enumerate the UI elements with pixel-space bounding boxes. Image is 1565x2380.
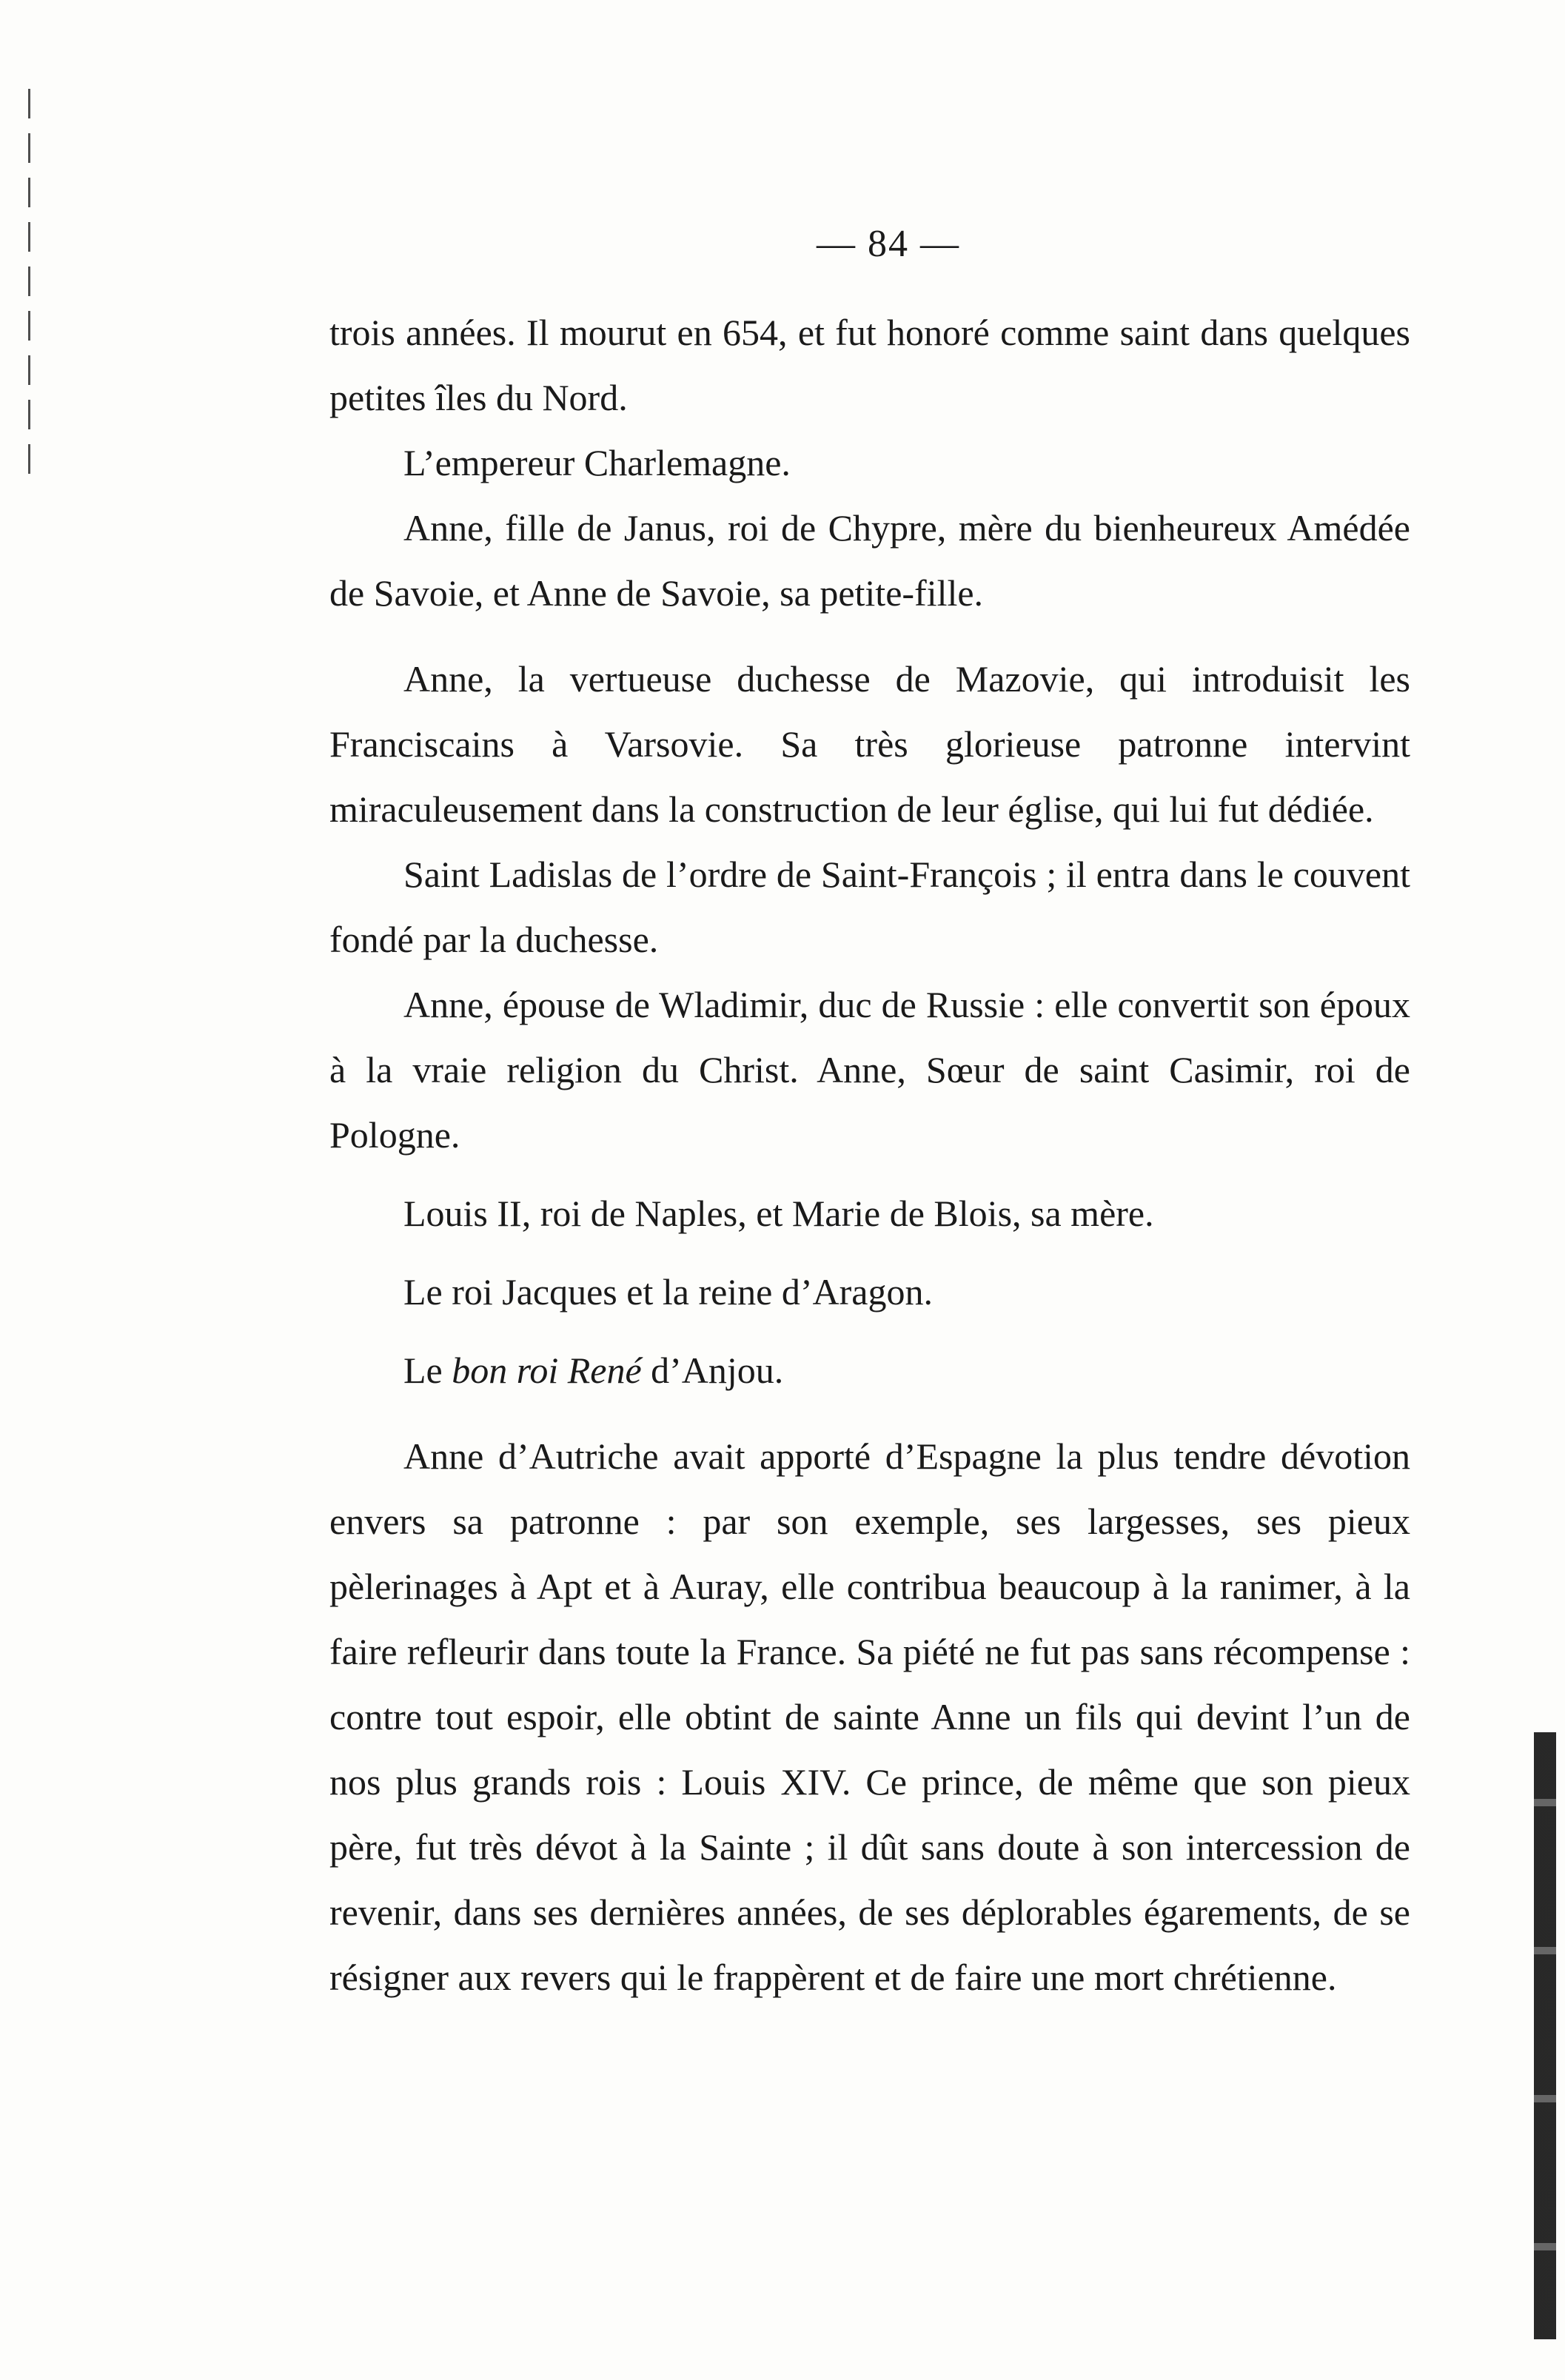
paragraph-anne-mazovie: Anne, la vertueuse duchesse de Mazovie, qui introduisit les Franciscains à Varsovie. Sa très glorieuse patronne intervint miraculeusement dans la construction de leur église, qui lui fut dédiée. <box>329 658 1410 830</box>
paragraph-jacques: Le roi Jacques et la reine d’Aragon. <box>403 1271 933 1313</box>
rene-prefix: Le <box>403 1350 452 1391</box>
paragraph-continuation: trois années. Il mourut en 654, et fut honoré comme saint dans quelques petites îles du Nord. <box>329 312 1410 418</box>
paragraph-rene <box>329 1338 1410 1403</box>
paragraph-ladislas: Saint Ladislas de l’ordre de Saint-François ; il entra dans le couvent fondé par la duchesse. <box>329 854 1410 960</box>
rene-suffix: d’Anjou. <box>641 1350 784 1391</box>
paragraph-charlemagne: L’empereur Charlemagne. <box>403 442 791 483</box>
paragraph-louis-ii: Louis II, roi de Naples, et Marie de Blois, sa mère. <box>403 1193 1154 1234</box>
page-text <box>329 300 1410 2010</box>
page-number: — 84 — <box>817 223 960 265</box>
scan-margin-mark-left <box>28 89 30 474</box>
paragraph-anne-wladimir: Anne, épouse de Wladimir, duc de Russie : elle convertit son époux à la vraie religion du Christ. Anne, Sœur de saint Casimir, roi de Pologne. <box>329 984 1410 1156</box>
rene-italic: bon roi René <box>452 1350 642 1391</box>
scan-margin-mark-right <box>1534 1732 1556 2339</box>
paragraph-anne-autriche: Anne d’Autriche avait apporté d’Espagne la plus tendre dévotion envers sa patronne : par son exemple, ses largesses, ses pieux pèlerinages à Apt et à Auray, elle contribua beaucoup à la ranimer, à la faire refleurir dans toute la France. Sa piété ne fut pas sans récompense : contre tout espoir, elle obtint de sainte Anne un fils qui devint l’un de nos plus grands rois : Louis XIV. Ce prince, de même que son pieux père, fut très dévot à la Sainte ; il dût sans doute à son intercession de revenir, dans ses dernières années, de ses déplorables égarements, de se résigner aux revers qui le frappèrent et de faire une mort chrétienne. <box>329 1435 1410 1998</box>
paragraph-anne-chypre: Anne, fille de Janus, roi de Chypre, mère du bienheureux Amédée de Savoie, et Anne de Savoie, sa petite-fille. <box>329 507 1410 614</box>
